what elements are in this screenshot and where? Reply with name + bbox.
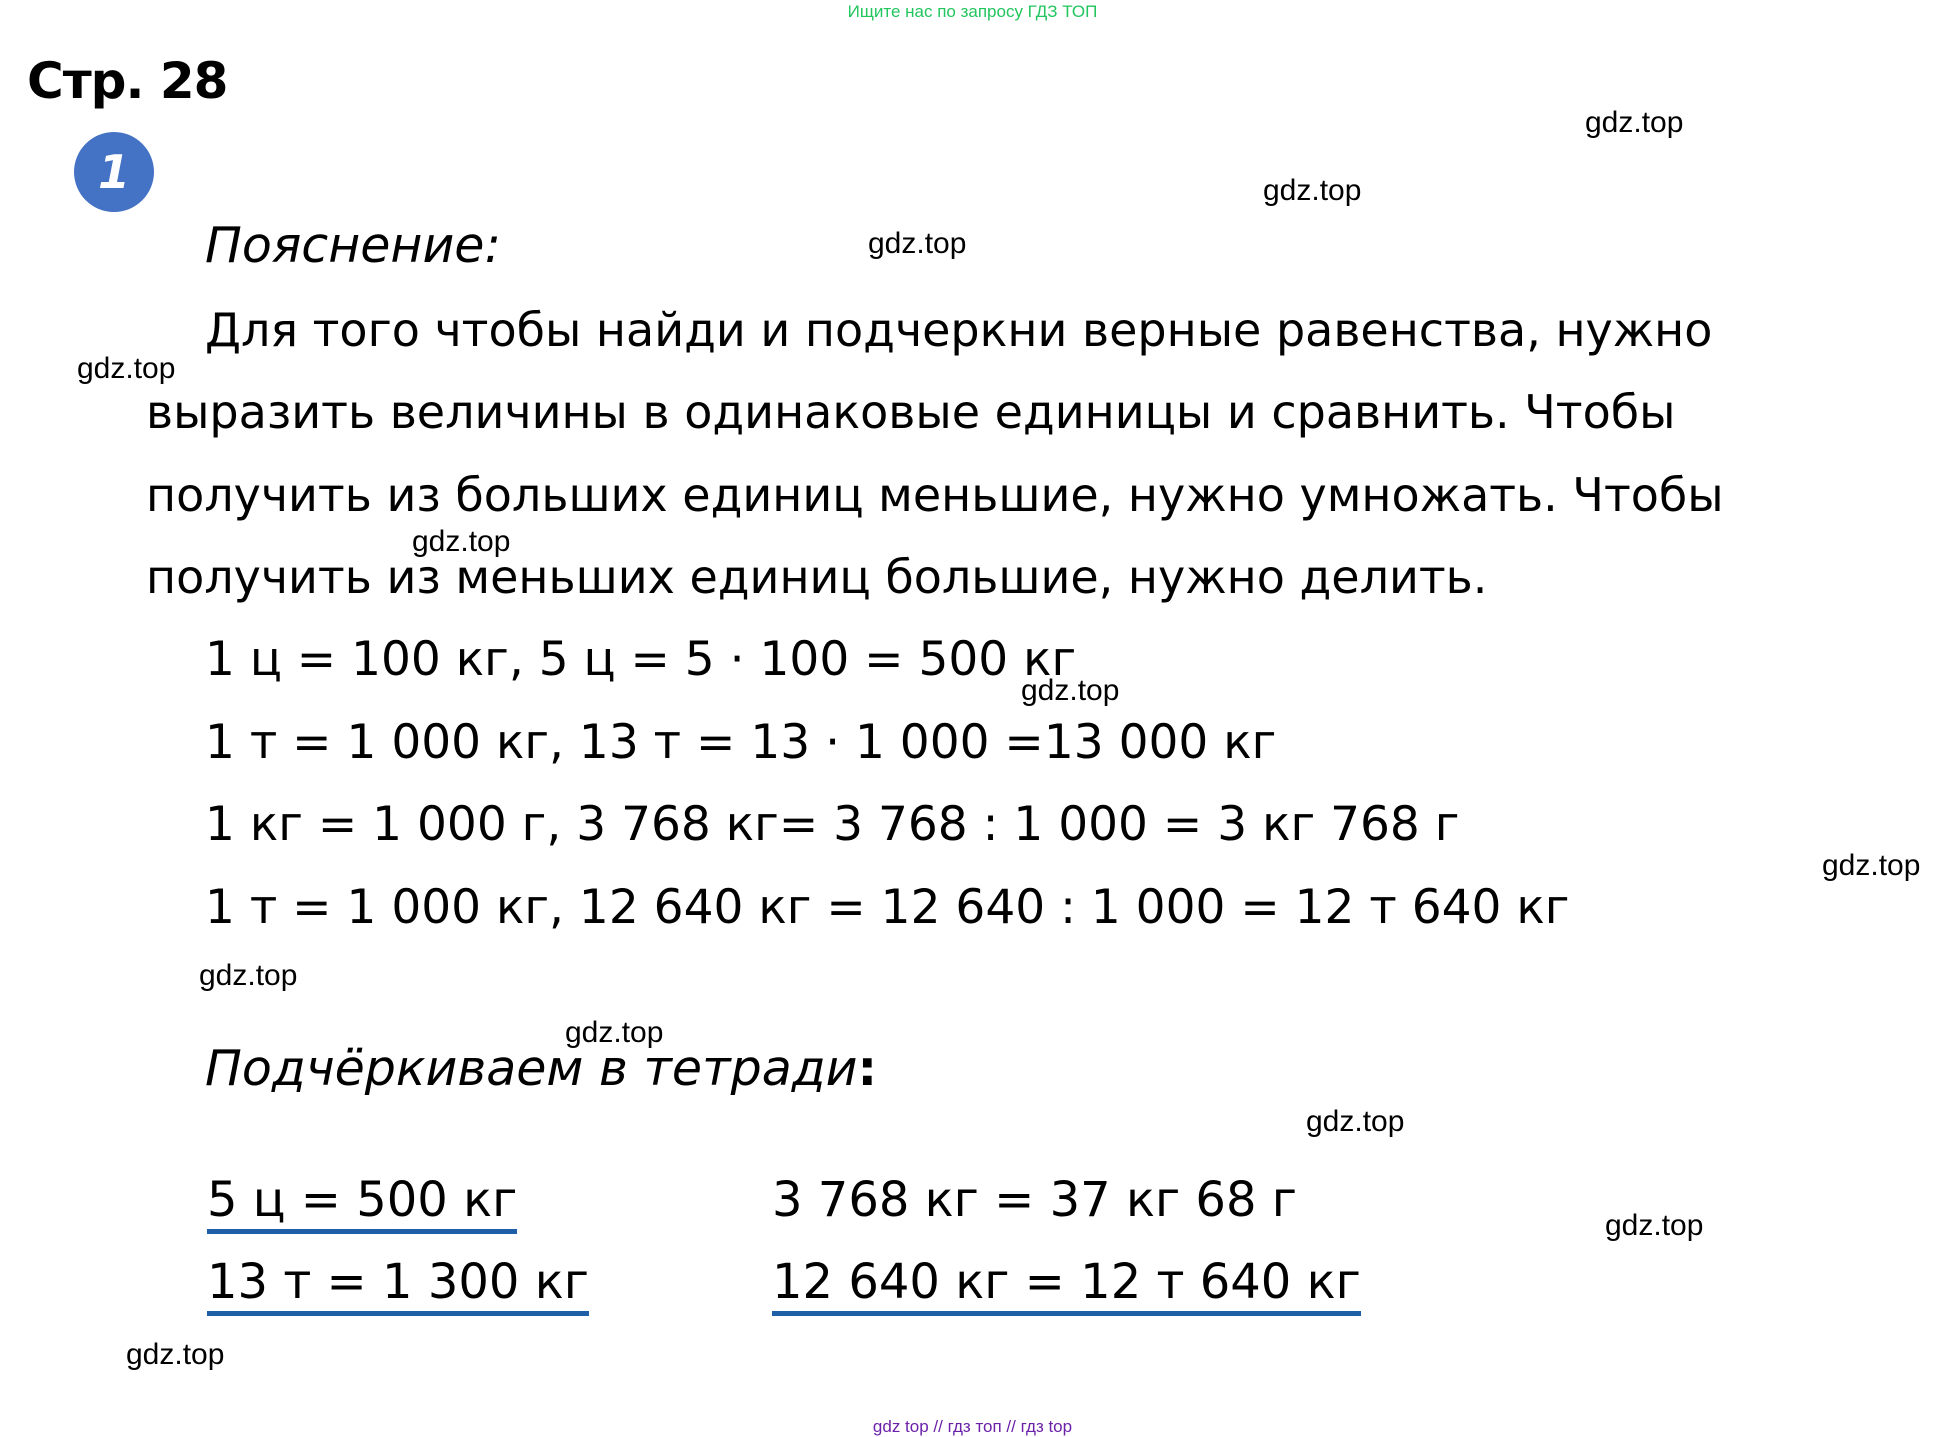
watermark: gdz.top xyxy=(1822,849,1921,882)
explanation-line-3: получить из больших единиц меньшие, нужно умножать. Чтобы xyxy=(146,468,1724,522)
watermark: gdz.top xyxy=(565,1016,664,1049)
answer-right-1: 3 768 кг = 37 кг 68 г xyxy=(772,1172,1297,1228)
watermark: gdz.top xyxy=(1306,1105,1405,1138)
answer-left-1: 5 ц = 500 кг xyxy=(207,1172,517,1234)
explanation-line-1: Для того чтобы найди и подчеркни верные равенства, нужно xyxy=(205,303,1713,357)
underline-heading-text: Подчёркиваем в тетради xyxy=(205,1040,858,1097)
watermark: gdz.top xyxy=(1585,106,1684,139)
answer-right-2: 12 640 кг = 12 т 640 кг xyxy=(772,1254,1361,1316)
watermark: gdz.top xyxy=(1263,174,1362,207)
formula-line-3: 1 кг = 1 000 г, 3 768 кг= 3 768 : 1 000 = 3 кг 768 г xyxy=(205,797,1460,852)
watermark: gdz.top xyxy=(1021,674,1120,707)
underline-heading-colon: : xyxy=(857,1040,878,1097)
bottom-footer: gdz top // гдз топ // гдз top xyxy=(872,1417,1073,1436)
formula-line-2: 1 т = 1 000 кг, 13 т = 13 · 1 000 =13 000 кг xyxy=(205,715,1277,770)
answer-left-2: 13 т = 1 300 кг xyxy=(207,1254,589,1316)
watermark: gdz.top xyxy=(77,352,176,385)
formula-line-1: 1 ц = 100 кг, 5 ц = 5 · 100 = 500 кг xyxy=(205,632,1077,687)
explanation-heading: Пояснение: xyxy=(205,217,501,274)
underline-heading xyxy=(205,1040,877,1097)
task-number-badge xyxy=(74,132,154,212)
watermark: gdz.top xyxy=(199,959,298,992)
watermark: gdz.top xyxy=(126,1338,225,1371)
watermark: gdz.top xyxy=(868,227,967,260)
formula-line-4: 1 т = 1 000 кг, 12 640 кг = 12 640 : 1 000 = 12 т 640 кг xyxy=(205,880,1570,935)
page-title: Стр. 28 xyxy=(27,52,228,110)
top-banner: Ищите нас по запросу ГДЗ ТОП xyxy=(847,2,1098,21)
watermark: gdz.top xyxy=(1605,1209,1704,1242)
explanation-line-2: выразить величины в одинаковые единицы и сравнить. Чтобы xyxy=(146,385,1676,439)
watermark: gdz.top xyxy=(412,525,511,558)
explanation-line-4: получить из меньших единиц большие, нужно делить. xyxy=(146,550,1488,604)
task-number: 1 xyxy=(97,145,130,199)
